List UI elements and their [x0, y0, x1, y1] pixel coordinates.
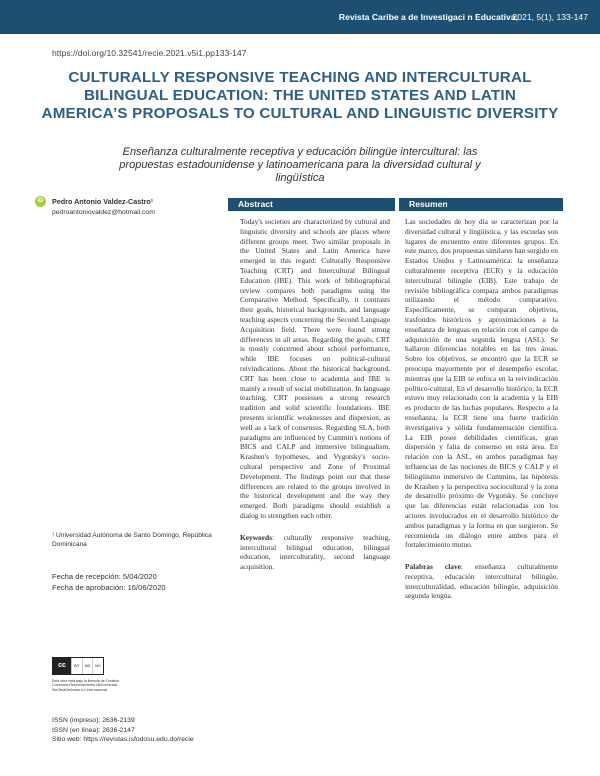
issn-block	[52, 716, 194, 745]
resumen-body: Las sociedades de hoy día se caracterizan por la diversidad cultural y lingüística, y las escuelas son lugares de encuentro entre diferentes grupos. En este marco, dos propuestas similares han surgido en Estados Unidos y Latinoamérica: la enseñanza culturalmente receptiva (ECR) y la educación intercultural bilingüe (EIB). Este trabajo de revisión bibliográfica compara ambos paradigmas utilizando el método comparativo. Específicamente, se comparan objetivos, trasfondos históricos y aproximaciones a la enseñanza de lenguas en relación con el campo de adquisición de una segunda lengua (ASL). Se hallaron diferencias notables en las tres áreas. Sobre los objetivos, se encontró que la ECR se preocupa mayormente por el desempeño escolar, mientras que la EIB se enfoca en la reivindicación político-cultural. En el desarrollo histórico, la ECR estuvo muy relacionado con la academia y la EIB es producto de las luchas populares. Respecto a la enseñanza, la ECR tiene una fuerte tradición investigativa y sólida fundamentación científica. La EIB posee debilidades científicas, gran dispersión y falta de consenso en esta área. En relación con la ASL, en ambos paradigmas hay influencias de las nociones de BICS y CALP y el bilingüismo inmersivo de Cummins, las hipótesis de Krashen y la perspectiva sociocultural y la zona de desarrollo próximo de Vygotsky. Se concluye que las diferencias están relacionadas con los actores involucrados en el desarrollo histórico de ambos paradigmas y la forma en que surgieron. Se recomienda un diálogo entre ambos para el fortalecimiento mutuo.	[405, 217, 558, 550]
palabras-clave-label: Palabras clave	[405, 562, 461, 572]
abstract-heading: Abstract	[228, 198, 395, 211]
article-subtitle: Enseñanza culturalmente receptiva y educación bilingüe intercultural: las propuestas estadounidense y latinoamericana para la diversidad cultural y lingüística	[119, 146, 481, 184]
received-date: Fecha de recepción: 5/04/2020	[52, 572, 157, 581]
journal-name: Revista Caribe a de Investigaci n Educativa,	[338, 12, 518, 22]
cc-by-icon: BY	[71, 658, 82, 674]
author-affiliation: ¹ Universidad Autónoma de Santo Domingo, República Dominicana	[52, 532, 212, 548]
journal-volume: 2021, 5(1), 133-147	[512, 12, 588, 22]
resumen-column	[405, 217, 558, 613]
abstract-body: Today's societies are characterized by cultural and linguistic diversity and schools are places where different groups meet. Two similar proposals in the United States and Latin America have emerged in this regard: Culturally Responsive Teaching (CRT) and Intercultural Bilingual Education (IBE). This work of bibliographical review compares both paradigms using the Comparative Method. Specifically, it contrasts their goals, historical backgrounds, and language teaching aspects concerning the Second Language Acquisition field. There were found strong differences in all areas. Regarding the goals, CRT is mostly concerned about school performance, while IBE focuses on political-cultural reivindications. About the historical background, CRT has been close to academia and IBE is mainly a result of social mobilization. In language teaching, CRT possesses a strong research tradition and solid scientific foundations. IBE presents scientific weaknesses and dispersion, as well as a lack of consensus. Regarding SLA, both paradigms are influenced by Cummin's notions of BICS and CALP and immersive bilingualism, Krashen's hypotheses, and Vygotsky's socio-cultural perspective and Zone of Proximal Development. The findings point out that these differences are related to the groups involved in the historical development and the way they emerged. Both paradigms should establish a dialog to strengthen each other.	[240, 217, 390, 520]
resumen-heading: Resumen	[399, 198, 563, 211]
journal-header-band	[0, 0, 600, 34]
cc-icon: cc	[53, 658, 71, 674]
keywords-text: : culturally responsive teaching, intercultural bilingual education, bilingual education, interculturality, second language acquisition.	[240, 532, 390, 572]
cc-license-badge[interactable]	[52, 657, 104, 675]
approved-date: Fecha de aprobación: 16/06/2020	[52, 583, 166, 592]
abstract-keywords	[240, 533, 390, 572]
license-text: Esta obra está bajo la licencia de Creative Commons Reconocimiento-NoComercial-SinObraDerivada 4.0 Internacional.	[52, 679, 120, 692]
journal-website[interactable]: Sitio web: https://revistas.isfodosu.edu.do/recie	[52, 736, 194, 744]
doi-link[interactable]: https://doi.org/10.32541/recie.2021.v5i1.pp133-147	[52, 48, 247, 58]
issn-print: ISSN (impreso): 2636-2139	[52, 717, 135, 724]
author-email[interactable]: pedroantoniovaldez@hotmail.com	[52, 209, 155, 216]
orcid-icon[interactable]: iD	[35, 196, 46, 207]
issn-online: ISSN (en línea): 2636-2147	[52, 726, 135, 734]
article-title: CULTURALLY RESPONSIVE TEACHING AND INTERCULTURAL BILINGUAL EDUCATION: THE UNITED STATES AND LATIN AMERICA’S PROPOSALS TO CULTURAL AND LINGUISTIC DIVERSITY	[41, 69, 559, 122]
resumen-keywords	[405, 562, 558, 601]
abstract-column	[240, 217, 390, 584]
author-name: Pedro Antonio Valdez-Castro¹	[52, 197, 154, 206]
keywords-label: Keywords	[240, 532, 273, 542]
cc-nd-icon: ND	[82, 658, 93, 674]
cc-nc-icon: NC	[92, 658, 103, 674]
palabras-clave-text: : enseñanza culturalmente receptiva, educación intercultural bilingüe, interculturalidad, educación bilingüe, adquisición segunda lengua.	[405, 562, 558, 601]
article-dates	[52, 571, 166, 593]
